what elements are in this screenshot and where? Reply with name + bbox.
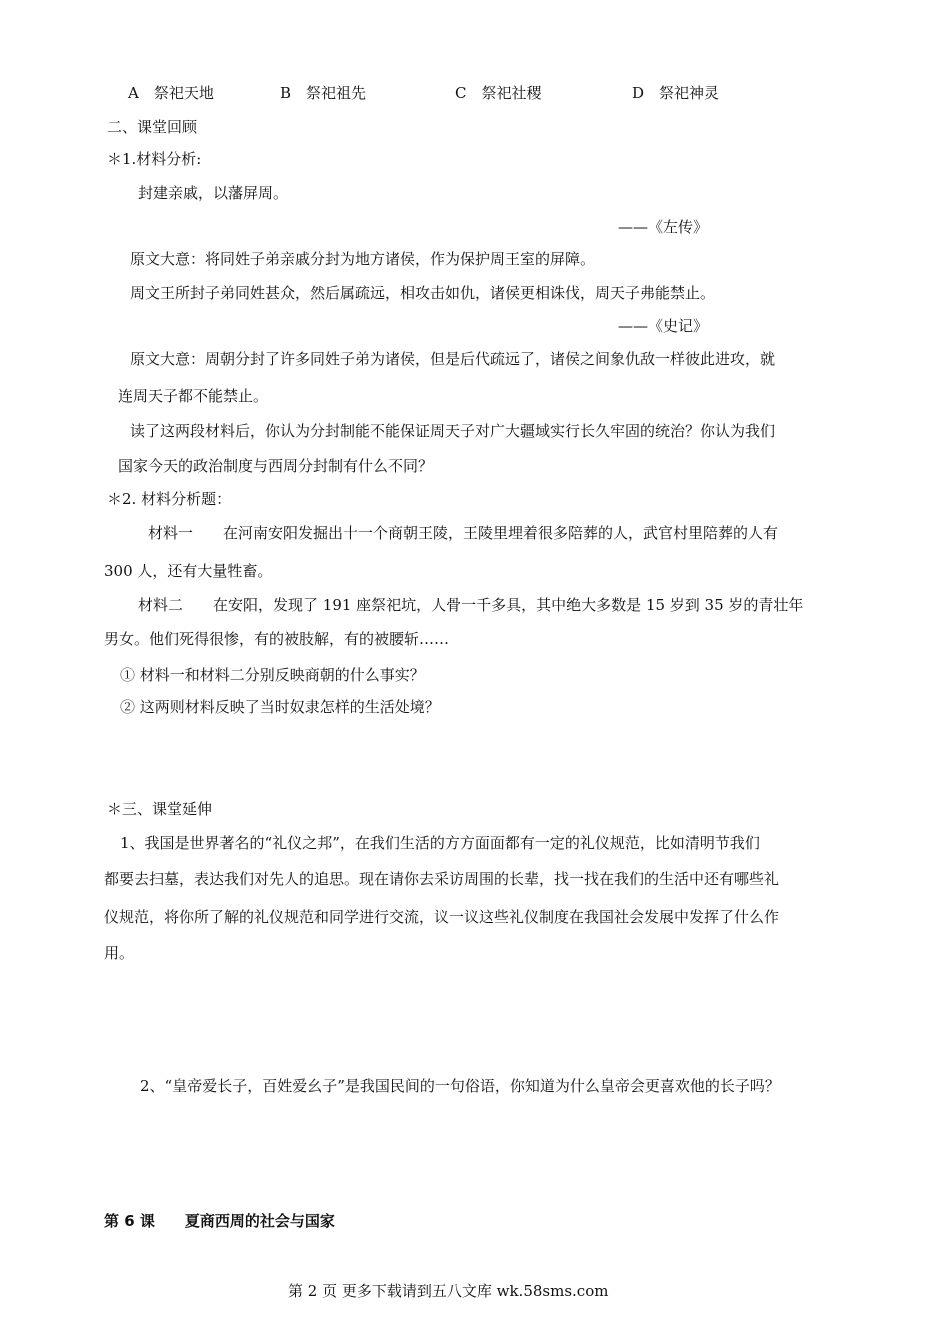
section-heading-review: 二、课堂回顾 [107, 118, 198, 136]
q2-title: ＊2. 材料分析题： [107, 490, 232, 508]
q1-source-1: ——《左传》 [618, 218, 709, 236]
q2-material-2-line-1: 材料二 在安阳，发现了 191 座祭祀坑，人骨一千多具，其中绝大多数是 15 岁到 35 岁的青壮年 [138, 596, 804, 614]
q2-material-1-line-2: 300 人，还有大量牲畜。 [104, 562, 273, 580]
extension-p1-line-1: 1、我国是世界著名的“礼仪之邦”，在我们生活的方方面面都有一定的礼仪规范，比如清明节我们 [120, 834, 760, 852]
extension-p1-line-3: 仪规范，将你所了解的礼仪规范和同学进行交流，议一议这些礼仪制度在我国社会发展中发挥了什么作 [104, 908, 780, 926]
q2-material-2-line-2: 男女。他们死得很惨，有的被肢解，有的被腰斩…… [104, 630, 450, 648]
page-footer: 第 2 页 更多下载请到五八文库 wk.58sms.com [288, 1282, 609, 1300]
q2-material-1-line-1: 材料一 在河南安阳发掘出十一个商朝王陵，王陵里埋着很多陪葬的人，武官村里陪葬的人有 [148, 524, 779, 542]
q2-sub-question-2: ② 这两则材料反映了当时奴隶怎样的生活处境？ [120, 698, 440, 716]
extension-p1-line-4: 用。 [104, 944, 135, 962]
q1-source-2: ——《史记》 [618, 317, 709, 335]
q1-meaning-1: 原文大意：将同姓子弟亲戚分封为地方诸侯，作为保护周王室的屏障。 [130, 250, 596, 268]
q2-sub-question-1: ① 材料一和材料二分别反映商朝的什么事实？ [120, 666, 425, 684]
option-d: D 祭祀神灵 [632, 84, 720, 102]
extension-p2: 2、“皇帝爱长子，百姓爱幺子”是我国民间的一句俗语，你知道为什么皇帝会更喜欢他的长子吗？ [140, 1077, 780, 1095]
q1-title: ＊1.材料分析: [107, 150, 202, 168]
lesson-title: 第 6 课 夏商西周的社会与国家 [104, 1212, 335, 1230]
q1-question-line-1: 读了这两段材料后，你认为分封制能不能保证周天子对广大疆域实行长久牢固的统治？你认为我们 [130, 422, 776, 440]
option-b: B 祭祀祖先 [280, 84, 367, 102]
extension-p1-line-2: 都要去扫墓，表达我们对先人的追思。现在请你去采访周围的长辈，找一找在我们的生活中还有哪些礼 [104, 870, 780, 888]
option-a: A 祭祀天地 [128, 84, 214, 102]
section-heading-extension: ＊三、课堂延伸 [107, 800, 213, 818]
q1-question-line-2: 国家今天的政治制度与西周分封制有什么不同？ [118, 457, 434, 475]
q1-meaning-2-line-1: 原文大意：周朝分封了许多同姓子弟为诸侯，但是后代疏远了，诸侯之间象仇敌一样彼此进攻，就 [130, 350, 776, 368]
q1-meaning-2-line-2: 连周天子都不能禁止。 [118, 387, 269, 405]
q1-quote-2: 周文王所封子弟同姓甚众，然后属疏远，相攻击如仇，诸侯更相诛伐，周天子弗能禁止。 [130, 284, 716, 302]
option-c: C 祭祀社稷 [455, 84, 542, 102]
q1-quote-1: 封建亲戚，以藩屏周。 [138, 184, 289, 202]
